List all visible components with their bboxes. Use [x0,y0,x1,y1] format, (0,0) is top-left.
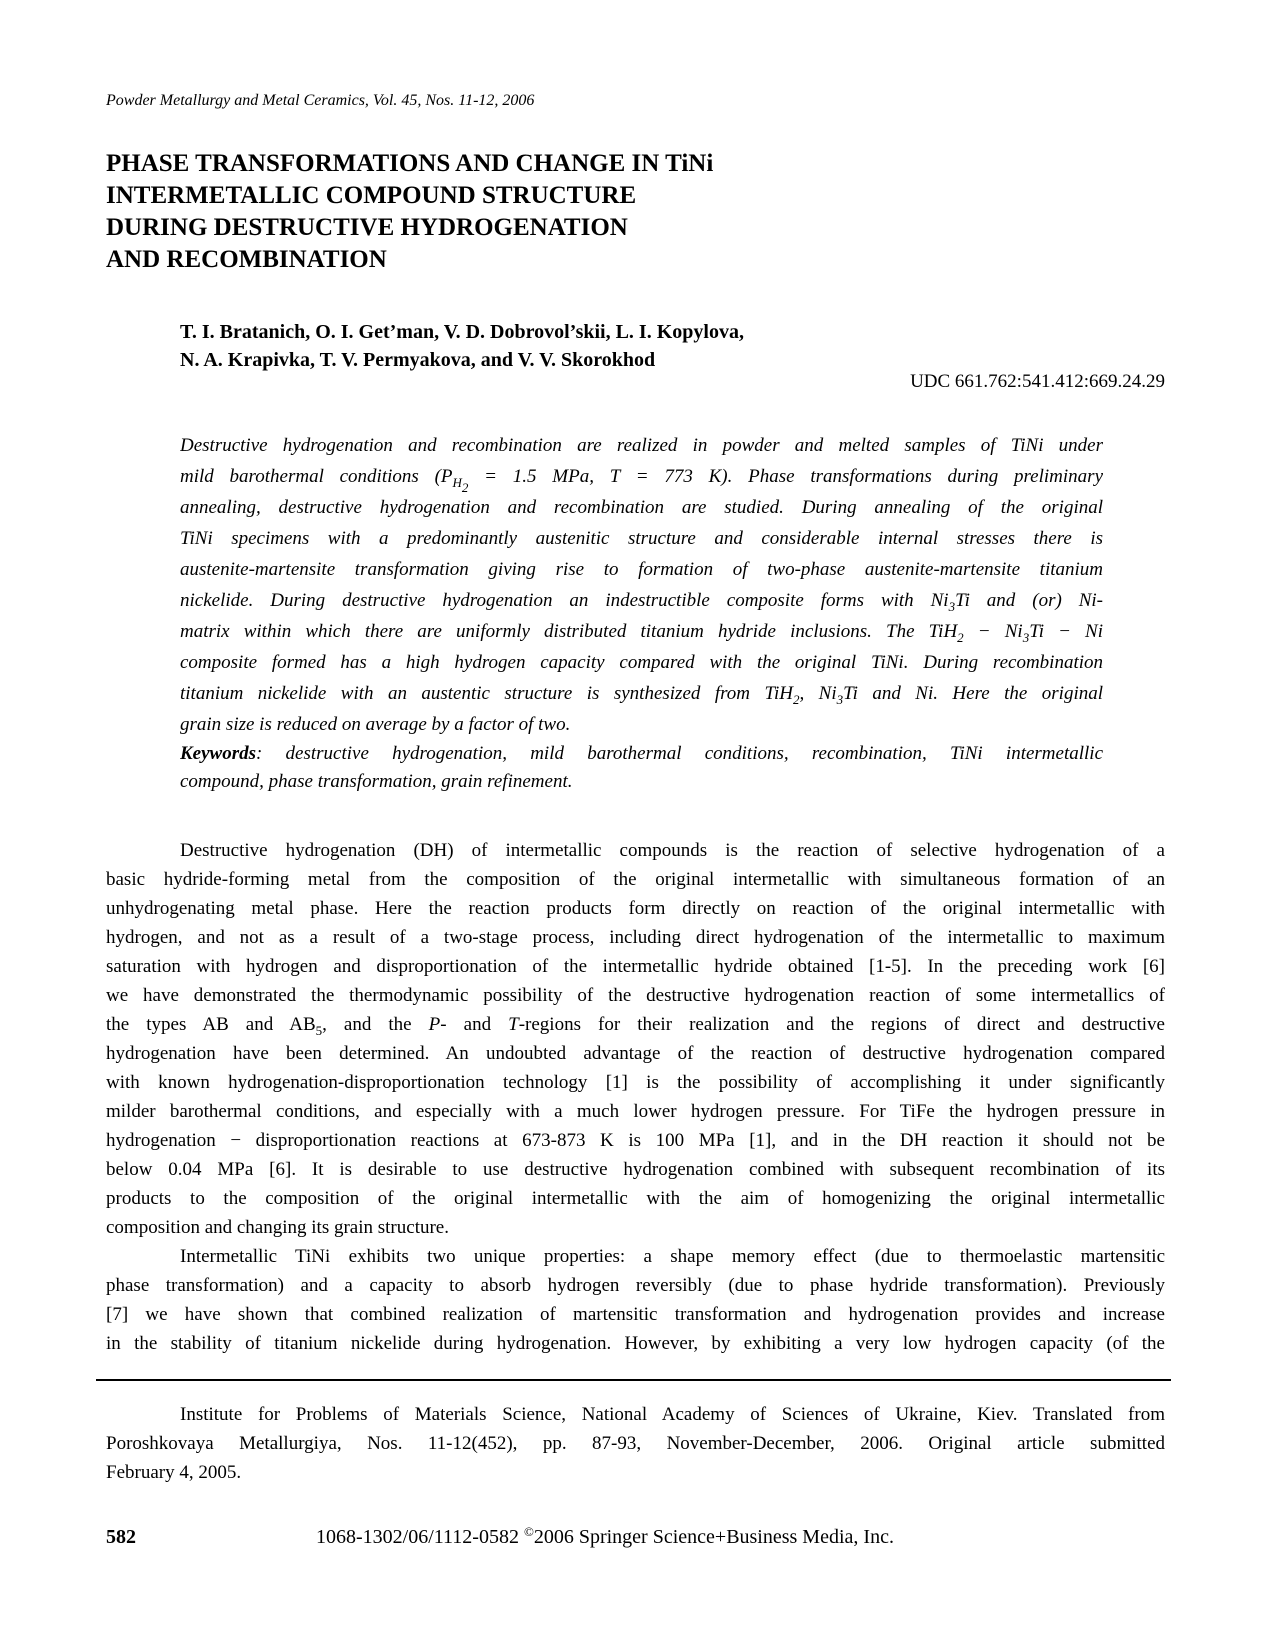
abstract-line: TiNi specimens with a predominantly austenitic structure and considerable internal stresses there is [180,528,1103,549]
journal-header: Powder Metallurgy and Metal Ceramics, Vol. 45, Nos. 11-12, 2006 [106,92,535,109]
body-line: we have demonstrated the thermodynamic possibility of the destructive hydrogenation reaction of some intermetallics of [106,985,1165,1006]
abstract-line: nickelide. During destructive hydrogenation an indestructible composite forms with $Ni_3Ti$ and (or) Ni- [180,590,1103,614]
affiliation-footnote [106,1400,1165,1487]
abstract-line: annealing, destructive hydrogenation and recombination are studied. During annealing of the original [180,497,1103,518]
body-line: [7] we have shown that combined realization of martensitic transformation and hydrogenation provides and increase [106,1304,1165,1325]
body-line: milder barothermal conditions, and especially with a much lower hydrogen pressure. For TiFe the hydrogen pressure in [106,1101,1165,1122]
title-line: AND RECOMBINATION [106,246,387,273]
body-line: hydrogen, and not as a result of a two-stage process, including direct hydrogenation of the intermetallic to maximum [106,927,1165,948]
title-line: INTERMETALLIC COMPOUND STRUCTURE [106,182,637,209]
copyright-line: 1068-1302/06/1112-0582 ©2006 Springer Science+Business Media, Inc. [316,1524,894,1548]
abstract [180,430,1103,740]
footnote-divider [96,1379,1171,1381]
authors [180,318,744,374]
article-title [106,148,713,276]
footnote-line: Institute for Problems of Materials Science, National Academy of Sciences of Ukraine, Kiev. Translated from [180,1404,1165,1425]
footnote-line: Poroshkovaya Metallurgiya, Nos. 11-12(452), pp. 87-93, November-December, 2006. Original article submitted [106,1433,1165,1454]
body-line: hydrogenation − disproportionation reactions at 673-873 K is 100 MPa [1], and in the DH reaction it should not be [106,1130,1165,1151]
authors-line: T. I. Bratanich, O. I. Get’man, V. D. Dobrovol’skii, L. I. Kopylova, [180,321,744,343]
body-line: Intermetallic TiNi exhibits two unique properties: a shape memory effect (due to thermoelastic martensitic [180,1246,1165,1267]
body-text [106,836,1165,1358]
keywords-line: Keywords: destructive hydrogenation, mild barothermal conditions, recombination, TiNi intermetallic [180,743,1103,764]
abstract-line: mild barothermal conditions ($P_{H_2} = 1.5$ MPa, T = 773 K). Phase transformations during preliminary [180,466,1103,492]
keywords-line: compound, phase transformation, grain refinement. [180,771,573,792]
body-line: below 0.04 MPa [6]. It is desirable to use destructive hydrogenation combined with subsequent recombination of its [106,1159,1165,1180]
title-line: PHASE TRANSFORMATIONS AND CHANGE IN TiNi [106,150,714,177]
body-line: basic hydride-forming metal from the composition of the original intermetallic with simultaneous formation of an [106,869,1165,890]
body-line: phase transformation) and a capacity to absorb hydrogen reversibly (due to phase hydride transformation). Previously [106,1275,1165,1296]
body-line: unhydrogenating metal phase. Here the reaction products form directly on reaction of the original intermetallic with [106,898,1165,919]
abstract-line: austenite-martensite transformation giving rise to formation of two-phase austenite-martensite titanium [180,559,1103,580]
body-line: hydrogenation have been determined. An undoubted advantage of the reaction of destructive hydrogenation compared [106,1043,1165,1064]
abstract-line: grain size is reduced on average by a factor of two. [180,714,571,735]
footnote-line: February 4, 2005. [106,1462,242,1483]
body-line: saturation with hydrogen and disproportionation of the intermetallic hydride obtained [1-5]. In the preceding work [6] [106,956,1165,977]
body-line: products to the composition of the original intermetallic with the aim of homogenizing the original intermetallic [106,1188,1165,1209]
body-line: Destructive hydrogenation (DH) of intermetallic compounds is the reaction of selective hydrogenation of a [180,840,1165,861]
body-line: with known hydrogenation-disproportionation technology [1] is the possibility of accomplishing it under significantly [106,1072,1165,1093]
abstract-line: matrix within which there are uniformly distributed titanium hydride inclusions. The $TiH_2 - Ni_3Ti - Ni$ [180,621,1103,645]
authors-line: N. A. Krapivka, T. V. Permyakova, and V. V. Skorokhod [180,349,656,371]
udc-code: UDC 661.762:541.412:669.24.29 [910,371,1165,392]
keywords [180,740,1103,796]
title-line: DURING DESTRUCTIVE HYDROGENATION [106,214,628,241]
body-line: the types AB and $AB_5$, and the P- and T-regions for their realization and the regions of direct and destructive [106,1014,1165,1038]
body-line: in the stability of titanium nickelide during hydrogenation. However, by exhibiting a very low hydrogen capacity (of the [106,1333,1165,1354]
abstract-line: Destructive hydrogenation and recombination are realized in powder and melted samples of TiNi under [180,435,1103,456]
abstract-line: titanium nickelide with an austentic structure is synthesized from TiH$_2$, $Ni_3Ti$ and Ni. Here the original [180,683,1103,707]
body-line: composition and changing its grain structure. [106,1217,449,1238]
abstract-line: composite formed has a high hydrogen capacity compared with the original TiNi. During recombination [180,652,1103,673]
keywords-label: Keywords [180,743,256,764]
page-number: 582 [106,1526,136,1548]
